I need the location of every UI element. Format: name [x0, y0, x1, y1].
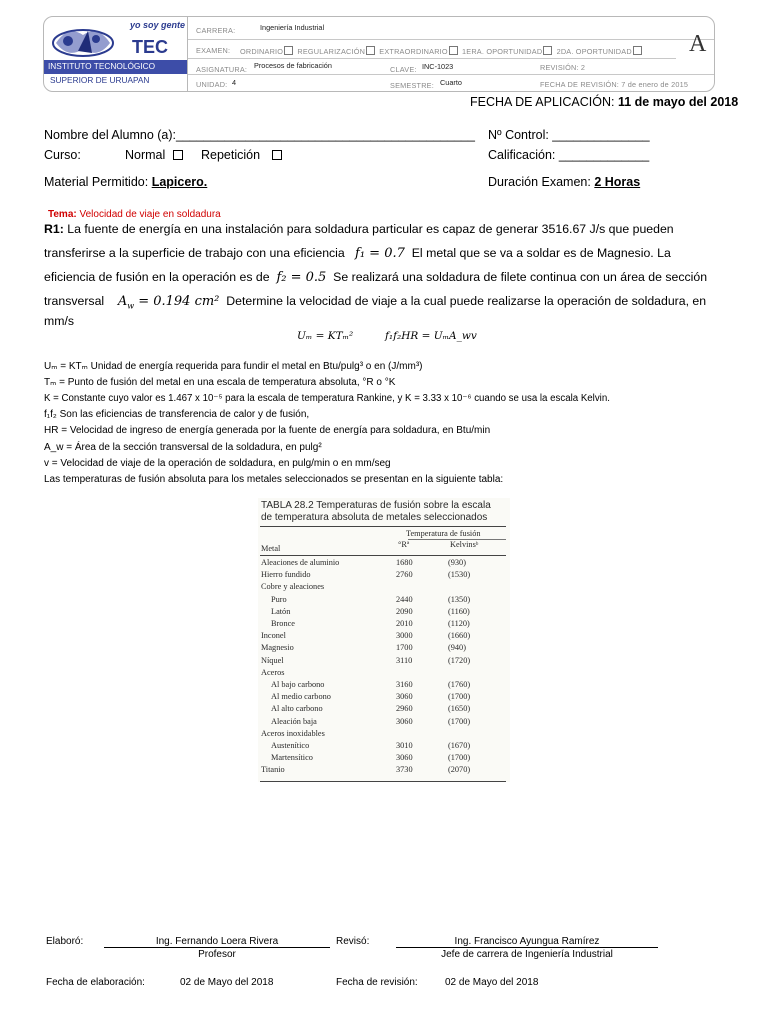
exam-option-regularizacion[interactable]: REGULARIZACIÓN [297, 47, 377, 56]
table-row [258, 618, 510, 629]
curso-normal-option[interactable]: Normal [125, 148, 183, 162]
definition-hr: HR = Velocidad de ingreso de energía generada por la fuente de energía para soldadura, en Btu/min [44, 425, 491, 436]
table-cell-metal: Bronce [271, 619, 295, 628]
examen-label: EXAMEN: [196, 46, 231, 55]
fecha-aplicacion: FECHA DE APLICACIÓN: 11 de mayo del 2018 [470, 95, 739, 109]
table-title-line2: de temperatura absoluta de metales seleccionados [261, 512, 488, 523]
exam-version: A [689, 31, 707, 57]
efficiency-f1: f₁ = 0.7 [355, 246, 405, 261]
curso-label: Curso: [44, 148, 81, 162]
table-row [258, 569, 510, 580]
fecha-elaboracion-value: 02 de Mayo del 2018 [180, 977, 274, 988]
table-cell-kelvin: (1650) [448, 704, 471, 714]
fecha-revision-footer-label: Fecha de revisión: [336, 977, 418, 988]
table-cell-metal: Titanio [261, 765, 285, 775]
problem-line-1: R1: La fuente de energía en una instalación para soldadura particular es capaz de generar 3516.67 J/s que pueden [44, 222, 674, 236]
elaboro-role: Profesor [198, 949, 236, 960]
problem-line-3: eficiencia de fusión en la operación es de f₂ = 0.5 Se realizará una soldadura de filete continua con un área de sección [44, 270, 708, 285]
problem-line-2: transferirse a la superficie de trabajo con una eficiencia f₁ = 0.7 El metal que se va a soldar es de Magnesio. La [44, 246, 671, 261]
table-intro: Las temperaturas de fusión absoluta para los metales seleccionados se presentan en la siguiente tabla: [44, 474, 504, 485]
table-cell-rankine: 3160 [396, 680, 413, 689]
table-cell-kelvin: (930) [448, 558, 466, 567]
table-cell-rankine: 3110 [396, 655, 413, 665]
table-cell-metal: Martensítico [271, 753, 313, 763]
table-cell-rankine: 2440 [396, 594, 413, 604]
table-cell-metal: Latón [271, 606, 291, 616]
logo-tagline: yo soy gente [130, 20, 186, 30]
header-divider [188, 39, 714, 40]
melting-temperature-table [258, 498, 510, 782]
reviso-label: Revisó: [336, 936, 370, 947]
table-cell-kelvin: (1350) [448, 594, 471, 604]
exam-option-extraordinario[interactable]: EXTRAORDINARIO [379, 47, 459, 56]
table-row [258, 679, 510, 690]
table-cell-kelvin: (940) [448, 643, 466, 653]
table-col-metal: Metal [261, 544, 281, 553]
table-cell-metal: Magnesio [261, 643, 294, 653]
table-cell-kelvin: (1660) [448, 631, 471, 641]
table-cell-rankine: 2090 [396, 606, 413, 616]
curso-repeticion-option[interactable]: Repetición [201, 148, 282, 162]
problem-line-4: transversal $A_w = 0.194$ cm² Determine la velocidad de viaje a la cual puede realizarse la operación de soldadura, en [44, 294, 707, 311]
institution-logo [44, 17, 188, 91]
checkbox-icon [449, 46, 458, 55]
table-row [258, 691, 510, 702]
exam-option-ordinario[interactable]: ORDINARIO [240, 47, 295, 56]
definition-tm: Tₘ = Punto de fusión del metal en una escala de temperatura absoluta, °R o °K [44, 377, 396, 388]
table-cell-rankine: 3000 [396, 631, 413, 641]
table-cell-metal: Aceros [261, 667, 285, 677]
table-row [258, 630, 510, 641]
table-cell-metal: Aceros inoxidables [261, 728, 325, 738]
equation-um: Uₘ = KTₘ² [297, 330, 354, 342]
table-row [258, 581, 510, 592]
calificacion-field[interactable]: Calificación: _____________ [488, 148, 650, 162]
unidad-label: UNIDAD: [196, 80, 228, 89]
table-cell-kelvin: (1760) [448, 680, 471, 689]
logo-tec: TEC [132, 37, 168, 57]
definition-v: v = Velocidad de viaje de la operación de soldadura, en pulg/min o en mm/seg [44, 458, 391, 469]
table-cell-metal: Austenítico [271, 741, 310, 750]
header-divider [188, 74, 714, 75]
table-cell-rankine: 1700 [396, 643, 413, 653]
elaboro-name: Ing. Fernando Loera Rivera [104, 936, 330, 948]
definition-aw: A_w = Área de la sección transversal de la soldadura, en pulg² [44, 442, 322, 453]
table-cell-kelvin: (1700) [448, 716, 471, 726]
table-cell-metal: Inconel [261, 631, 286, 641]
table-row [258, 667, 510, 678]
clave-value: INC-1023 [422, 62, 454, 71]
checkbox-icon [366, 46, 375, 55]
table-cell-rankine: 3730 [396, 765, 413, 775]
table-cell-rankine: 2010 [396, 619, 413, 628]
control-field[interactable]: Nº Control: ______________ [488, 128, 650, 142]
logo-inst-line1: INSTITUTO TECNOLÓGICO [48, 61, 156, 71]
fecha-aplicacion-value: 11 de mayo del 2018 [617, 95, 739, 109]
table-row [258, 557, 510, 568]
table-cell-kelvin: (1530) [448, 570, 471, 580]
table-row [258, 764, 510, 775]
table-cell-metal: Níquel [261, 655, 284, 665]
exam-option-1era[interactable]: 1ERA. OPORTUNIDAD [462, 47, 554, 56]
table-cell-metal: Aleaciones de aluminio [261, 558, 340, 567]
checkbox-icon [173, 150, 183, 160]
definition-k: K = Constante cuyo valor es 1.467 x 10⁻⁵ para la escala de temperatura Rankine, y K = 3.33 x 10⁻⁶ cuando se usa la escala Kelvin. [44, 393, 610, 404]
table-cell-rankine: 3060 [396, 753, 413, 763]
table-rule [260, 781, 506, 782]
table-row [258, 655, 510, 666]
checkbox-icon [543, 46, 552, 55]
table-row [258, 606, 510, 617]
checkbox-icon [272, 150, 282, 160]
table-cell-rankine: 1680 [396, 558, 413, 567]
table-col-group: Temperatura de fusión [406, 529, 481, 538]
table-cell-rankine: 3060 [396, 692, 413, 702]
duracion-value: 2 Horas [594, 175, 641, 189]
table-row [258, 716, 510, 727]
clave-label: CLAVE: [390, 65, 417, 74]
tema: Tema: Velocidad de viaje en soldadura [48, 209, 221, 220]
table-cell-metal: Aleación baja [271, 716, 317, 726]
exam-options [240, 46, 644, 56]
table-cell-kelvin: (1160) [448, 606, 470, 616]
table-title-line1: TABLA 28.2 Temperaturas de fusión sobre la escala [261, 500, 491, 511]
table-cell-rankine: 2960 [396, 704, 413, 714]
table-row [258, 740, 510, 751]
unidad-value: 4 [232, 78, 237, 87]
table-cell-metal: Al bajo carbono [271, 680, 325, 689]
asignatura-label: ASIGNATURA: [196, 65, 248, 74]
asignatura-value: Procesos de fabricación [254, 61, 332, 70]
carrera-value: Ingeniería Industrial [260, 23, 325, 32]
carrera-label: CARRERA: [196, 26, 236, 35]
revision-label: REVISIÓN: 2 [540, 63, 586, 72]
nombre-field[interactable]: Nombre del Alumno (a):___________________________________________ [44, 128, 475, 142]
reviso-name: Ing. Francisco Ayungua Ramírez [396, 936, 658, 948]
table-cell-rankine: 3060 [396, 716, 413, 726]
table-cell-rankine: 2760 [396, 570, 413, 580]
table-row [258, 728, 510, 739]
table-cell-kelvin: (1700) [448, 753, 471, 763]
duracion-examen: Duración Examen: 2 Horas [488, 175, 641, 189]
logo-inst-line2: SUPERIOR DE URUAPAN [50, 75, 150, 85]
table-cell-metal: Cobre y aleaciones [261, 582, 325, 592]
semestre-label: SEMESTRE: [390, 81, 434, 90]
checkbox-icon [284, 46, 293, 55]
problem-line-5: mm/s [44, 314, 75, 328]
equation-hr: f₁f₂HR = UₘA_wv [385, 330, 477, 342]
exam-header [43, 16, 715, 92]
fecha-revision-footer-value: 02 de Mayo del 2018 [445, 977, 539, 988]
semestre-value: Cuarto [440, 78, 462, 87]
table-rule [260, 555, 506, 556]
exam-option-2da[interactable]: 2DA. OPORTUNIDAD [557, 47, 644, 56]
table-row [258, 594, 510, 605]
table-cell-kelvin: (1670) [448, 741, 471, 750]
table-cell-metal: Al medio carbono [271, 692, 331, 702]
elaboro-label: Elaboró: [46, 936, 84, 947]
efficiency-f2: f₂ = 0.5 [276, 270, 327, 285]
table-cell-kelvin: (2070) [448, 765, 471, 775]
table-cell-kelvin: (1120) [448, 619, 470, 628]
definition-um: Uₘ = KTₘ Unidad de energía requerida para fundir el metal en Btu/pulg³ o en (J/mm³) [44, 361, 423, 372]
fecha-revision-label: FECHA DE REVISIÓN: 7 de enero de 2015 [540, 80, 689, 89]
table-row [258, 642, 510, 653]
fecha-elaboracion-label: Fecha de elaboración: [46, 977, 145, 988]
table-rule [260, 526, 506, 527]
material-permitido: Material Permitido: Lapicero. [44, 175, 208, 189]
table-col-rankine: °Rª [398, 540, 410, 549]
table-row [258, 752, 510, 763]
table-cell-metal: Hierro fundido [261, 570, 311, 580]
weld-area: $A_w = 0.194$ cm² [117, 294, 220, 311]
table-cell-metal: Puro [271, 594, 287, 604]
reviso-role: Jefe de carrera de Ingeniería Industrial [441, 949, 613, 960]
table-cell-metal: Al alto carbono [271, 704, 323, 714]
definition-f1f2: f₁f₂ Son las eficiencias de transferencia de calor y de fusión, [44, 409, 310, 420]
table-row [258, 703, 510, 714]
table-cell-kelvin: (1700) [448, 692, 471, 702]
table-cell-rankine: 3010 [396, 741, 413, 750]
table-cell-kelvin: (1720) [448, 655, 471, 665]
material-value: Lapicero. [151, 175, 208, 189]
table-col-kelvin: Kelvinsᵇ [450, 540, 479, 549]
checkbox-icon [633, 46, 642, 55]
header-divider [188, 58, 676, 59]
